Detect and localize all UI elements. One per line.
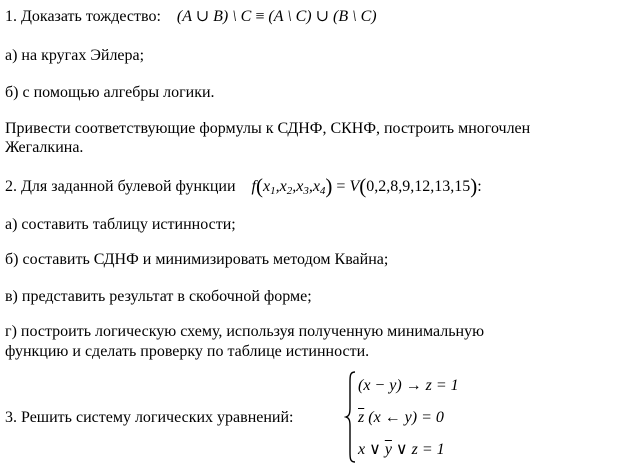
task2-intro: 2. Для заданной булевой функции (5, 178, 236, 195)
task1-item-a: а) на кругах Эйлера; (5, 47, 145, 64)
eq3-rest: ∨ z = 1 (391, 441, 445, 458)
task1-equiv-sign: ≡ (255, 8, 265, 25)
task1-item-b: б) с помощью алгебры логики. (5, 84, 215, 101)
arg-x1: $x_1$ (262, 178, 276, 197)
task1-formula-lhs: (A ∪ B) \ C (176, 8, 252, 25)
task1-note-line1: Привести соответствующие формулы к СДНФ, СКНФ, построить многочлен (5, 120, 531, 137)
task2-item-b: б) составить СДНФ и минимизировать методом Квайна; (5, 251, 389, 268)
task1-note-line2: Жегалкина. (5, 139, 84, 156)
equation-1: (x − y) → z = 1 (358, 377, 459, 394)
function-set-values: 0,2,8,9,12,13,15 (366, 178, 471, 195)
task2-heading (5, 176, 482, 201)
eq3-y-negated: $\overline{y}$ (384, 441, 392, 458)
function-name: f (251, 178, 256, 195)
task2-item-d-line1: г) построить логическую схему, используя полученную минимальную (5, 323, 485, 340)
equation-system (344, 368, 484, 466)
task3-intro: 3. Решить систему логических уравнений: (5, 409, 294, 426)
task1-intro: 1. Доказать тождество: (5, 8, 161, 25)
eq2-z-negated: $\overline{z}$ (358, 409, 365, 426)
task1-formula-rhs: (A \ C) ∪ (B \ C) (268, 8, 377, 25)
equation-2 (358, 408, 444, 428)
task2-item-a: а) составить таблицу истинности; (5, 216, 236, 233)
function-eq-sign: = (336, 178, 346, 195)
task2-colon: : (477, 178, 482, 195)
task2-item-d-line2: функцию и сделать проверку по таблице истинности. (5, 343, 370, 360)
function-set-name: V (349, 178, 360, 195)
arg-x4: $x_4$ (312, 178, 326, 197)
arg-x2: $x_2$ (279, 178, 293, 197)
equation-3 (358, 440, 445, 460)
eq3-x: x ∨ (358, 441, 385, 458)
system-brace (344, 368, 358, 466)
task1-heading (5, 7, 377, 27)
task2-item-c: в) представить результат в скобочной форме; (5, 288, 312, 305)
arg-x3: $x_3$ (296, 178, 309, 197)
eq2-rest: (x ← y) = 0 (364, 409, 444, 426)
task2-function: $f(x_1,x_2,x_3,x_4) = V(0,2,8,9,12,13,15)$ (251, 174, 478, 198)
